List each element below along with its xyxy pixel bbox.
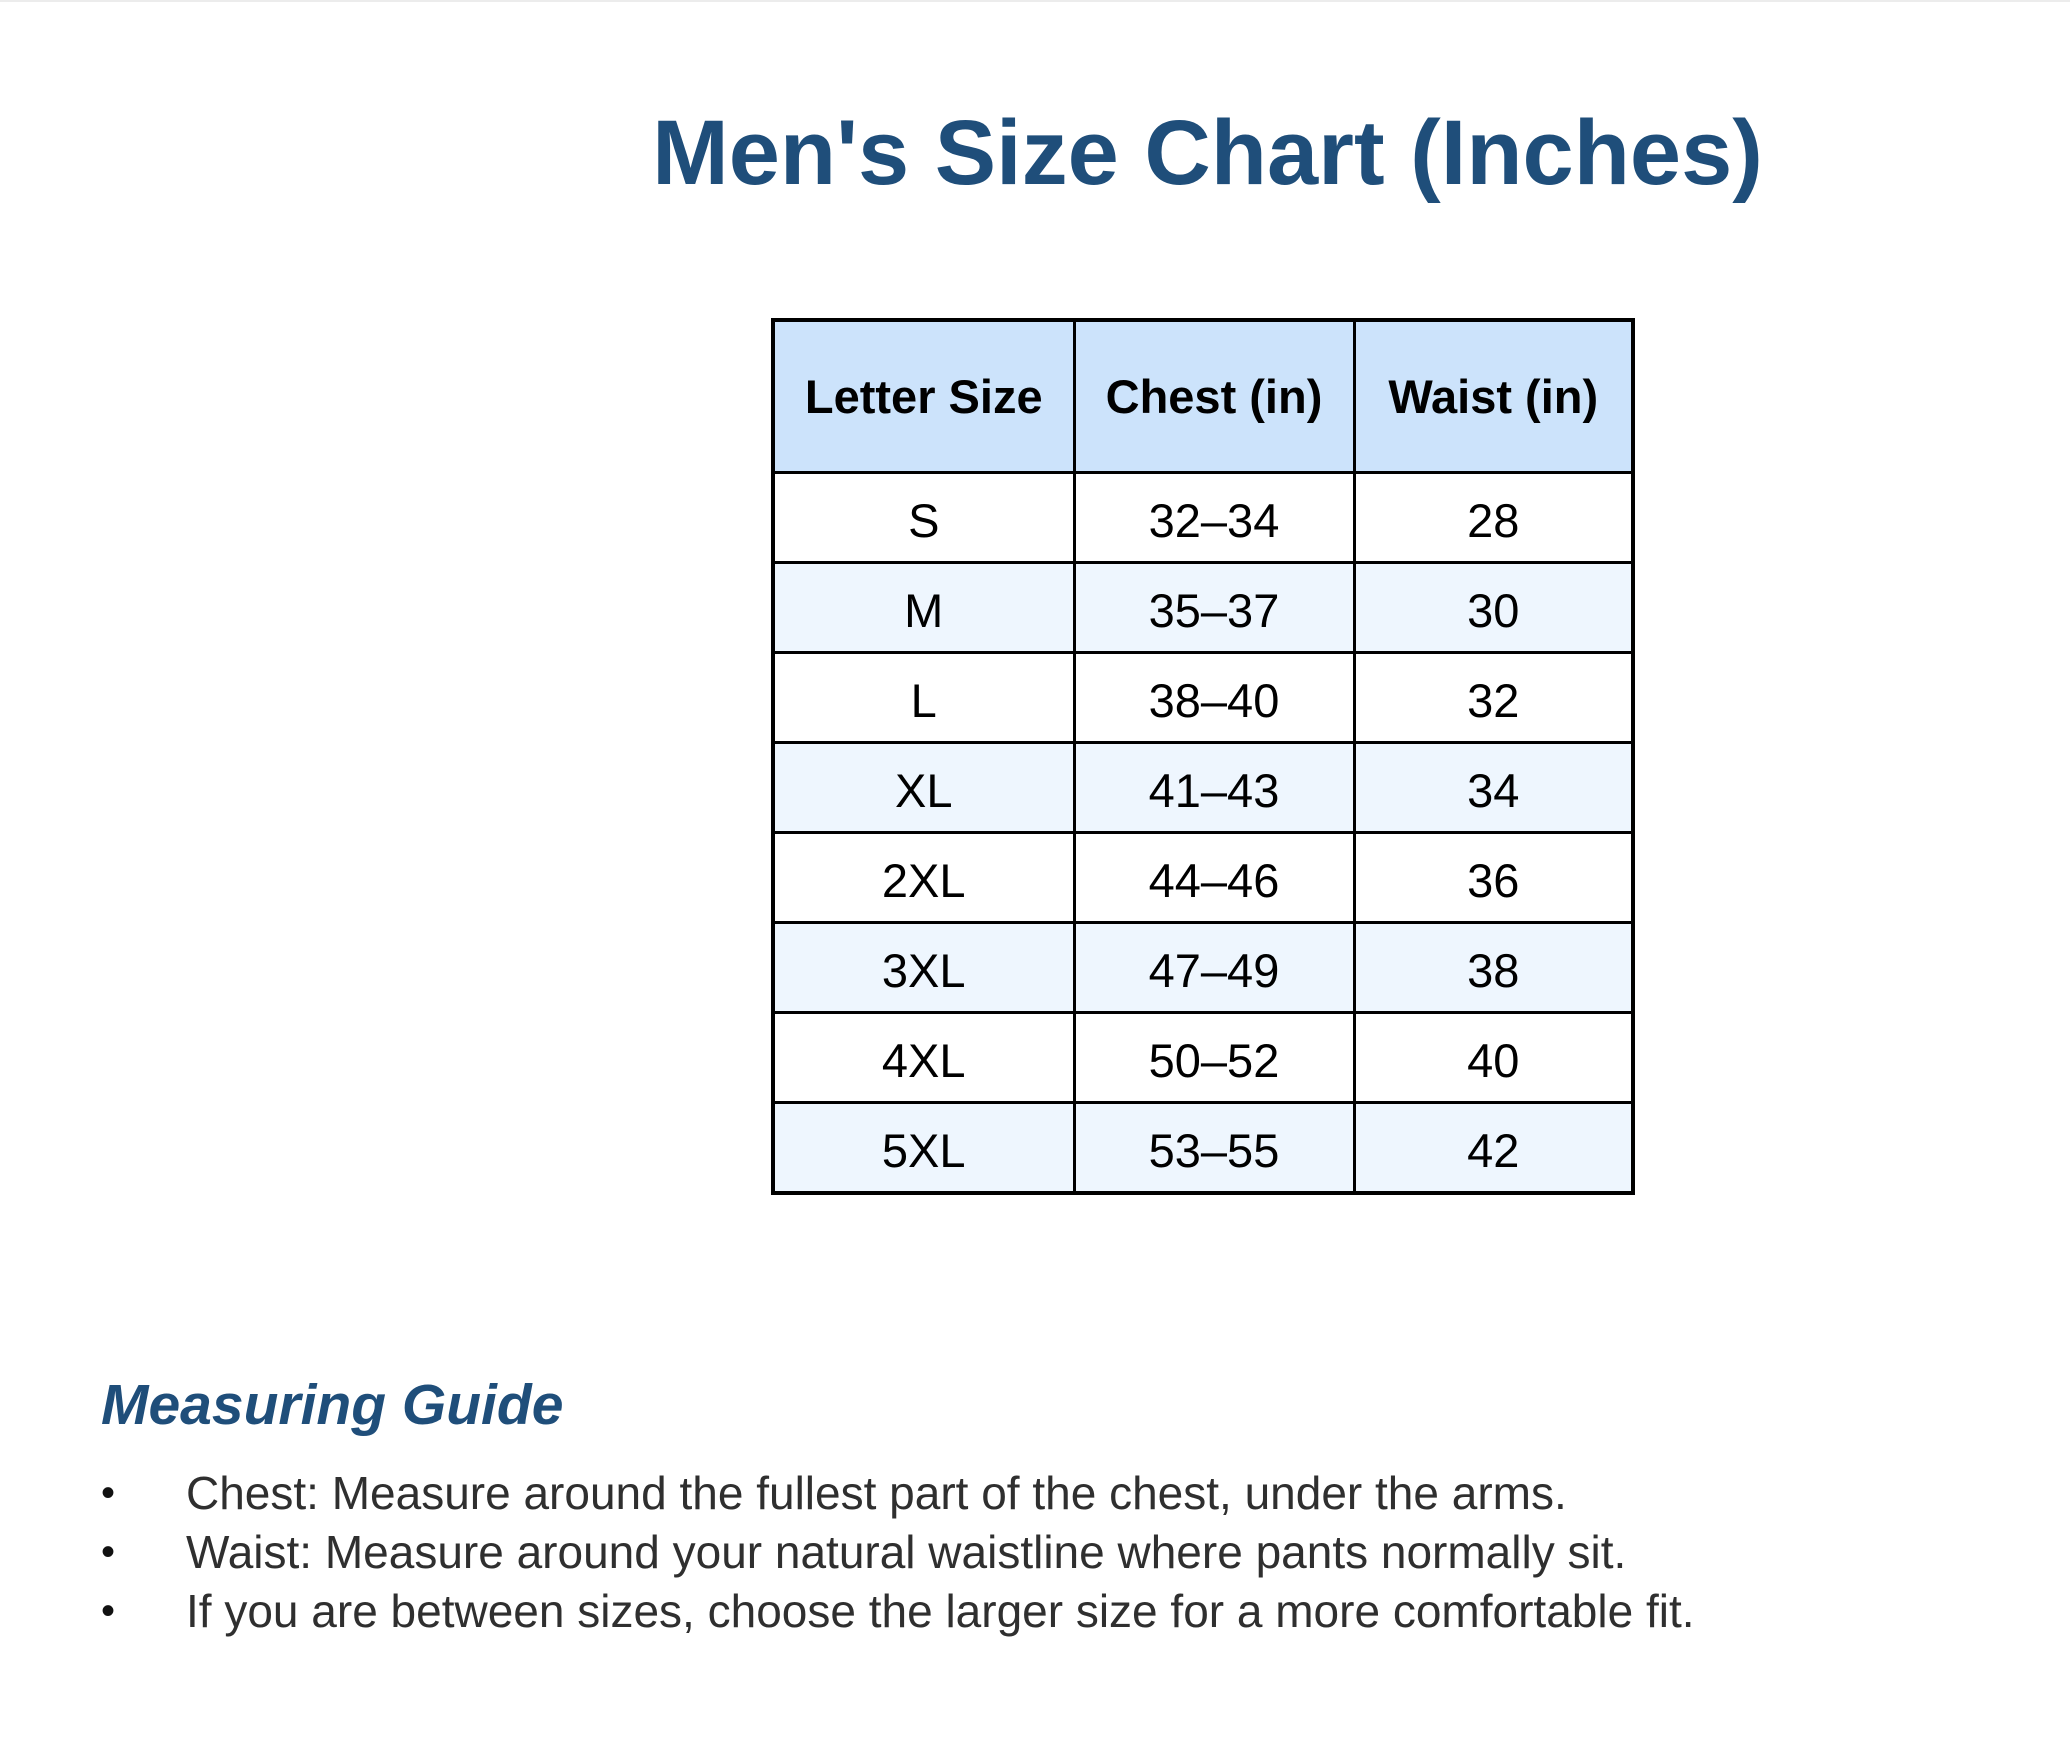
table-row — [773, 1103, 1633, 1194]
cell-waist: 38 — [1354, 923, 1633, 1013]
cell-chest: 38–40 — [1074, 653, 1354, 743]
cell-letter-size: XL — [773, 743, 1074, 833]
guide-chest-text: Chest: Measure around the fullest part of the chest, under the arms. — [186, 1467, 1567, 1519]
page-title: Men's Size Chart (Inches) — [652, 102, 1763, 204]
table-row — [773, 563, 1633, 653]
header-waist: Waist (in) — [1354, 320, 1633, 473]
cell-letter-size: L — [773, 653, 1074, 743]
table-header-row — [773, 320, 1633, 473]
cell-letter-size: 3XL — [773, 923, 1074, 1013]
cell-waist: 42 — [1354, 1103, 1633, 1194]
bullet-icon: • — [101, 1530, 116, 1574]
table-row — [773, 833, 1633, 923]
header-letter-size: Letter Size — [773, 320, 1074, 473]
table-row — [773, 1013, 1633, 1103]
cell-waist: 34 — [1354, 743, 1633, 833]
cell-chest: 32–34 — [1074, 473, 1354, 563]
cell-chest: 50–52 — [1074, 1013, 1354, 1103]
cell-letter-size: S — [773, 473, 1074, 563]
cell-waist: 40 — [1354, 1013, 1633, 1103]
guide-waist-text: Waist: Measure around your natural waistline where pants normally sit. — [186, 1526, 1627, 1578]
guide-between-sizes-text: If you are between sizes, choose the larger size for a more comfortable fit. — [186, 1585, 1695, 1637]
header-chest: Chest (in) — [1074, 320, 1354, 473]
cell-chest: 53–55 — [1074, 1103, 1354, 1194]
table-row — [773, 743, 1633, 833]
bullet-icon: • — [101, 1471, 116, 1515]
cell-waist: 30 — [1354, 563, 1633, 653]
cell-letter-size: 5XL — [773, 1103, 1074, 1194]
cell-chest: 44–46 — [1074, 833, 1354, 923]
cell-waist: 32 — [1354, 653, 1633, 743]
table-row — [773, 473, 1633, 563]
cell-waist: 28 — [1354, 473, 1633, 563]
size-table — [771, 318, 1635, 1195]
table-row — [773, 653, 1633, 743]
cell-letter-size: 2XL — [773, 833, 1074, 923]
cell-letter-size: 4XL — [773, 1013, 1074, 1103]
table-row — [773, 923, 1633, 1013]
bullet-icon: • — [101, 1589, 116, 1633]
cell-chest: 47–49 — [1074, 923, 1354, 1013]
cell-chest: 35–37 — [1074, 563, 1354, 653]
top-divider — [0, 0, 2070, 2]
measuring-guide-heading: Measuring Guide — [101, 1373, 564, 1437]
cell-letter-size: M — [773, 563, 1074, 653]
cell-waist: 36 — [1354, 833, 1633, 923]
cell-chest: 41–43 — [1074, 743, 1354, 833]
